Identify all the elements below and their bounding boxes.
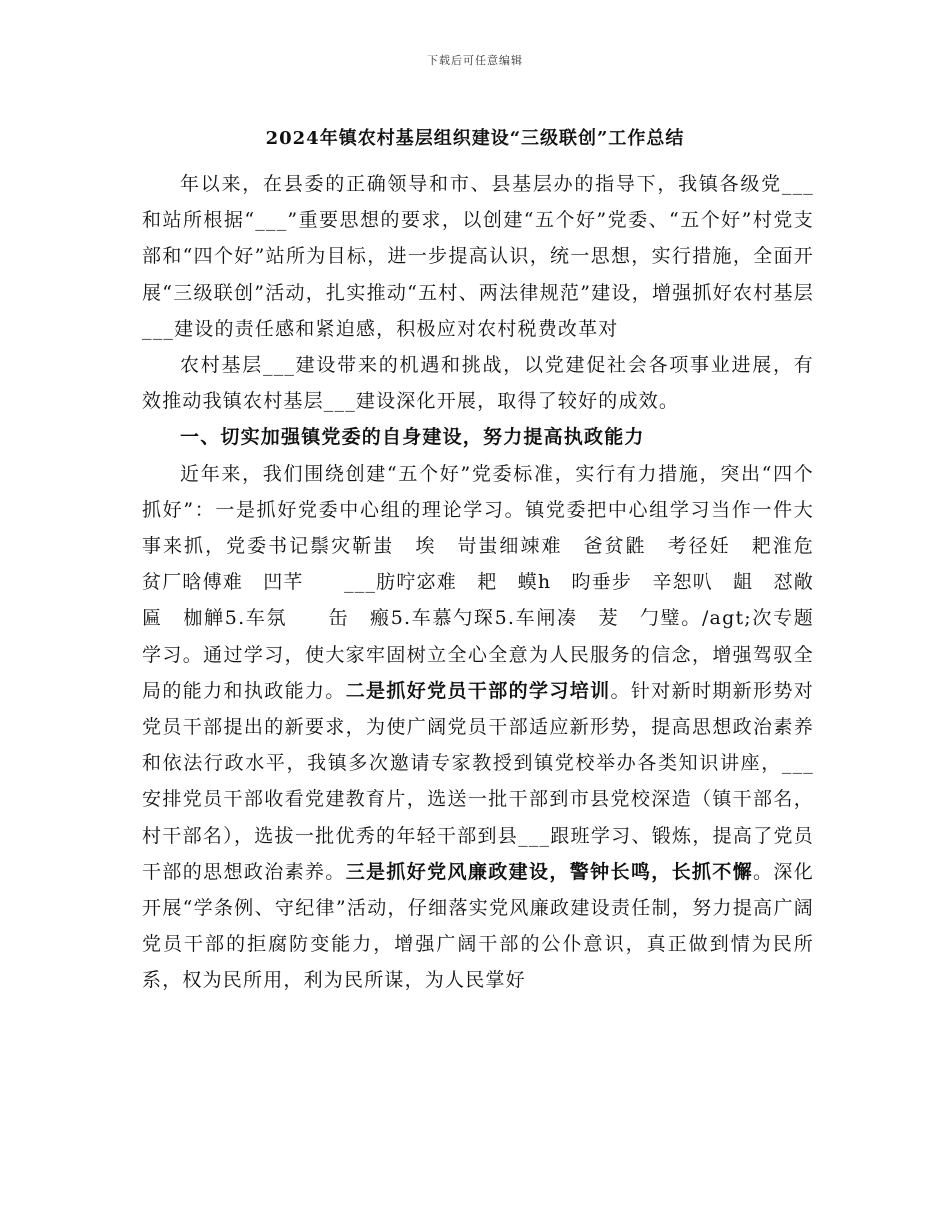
document-title: 2024年镇农村基层组织建设“三级联创”工作总结	[265, 128, 685, 149]
page-header-note: 下载后可任意编辑	[427, 54, 523, 67]
paragraph-section-1-part-b: 。针对新时期新形势对党员干部提出的新要求，为使广阔党员干部适应新形势，提高思想政治素养和依法行政水平，我镇多次邀请专家教授到镇党校举办各类知识讲座，___安排党员干部收看党建教育片，选送一批干部到市县党校深造（镇干部名，村干部名），选拔一批优秀的年轻干部到县___跟班学习、锻炼，提高了党员干部的思想政治素养。	[142, 679, 814, 883]
paragraph-intro-continued: 农村基层___建设带来的机遇和挑战，以党建促社会各项事业进展，有效推动我镇农村基层___建设深化开展，取得了较好的成效。	[142, 354, 814, 413]
paragraph-section-1-part-a: 近年来，我们围绕创建“五个好”党委标准，实行有力措施，突出“四个抓好”：一是抓好党委中心组的理论学习。镇党委把中心组学习当作一件大事来抓，党委书记鬃灾靳蚩 埃 岢蚩细竦难 爸贫鼪 考径妊 耙淮危 贫厂晗傅难 凹芊 ___肪咛宓难 耙 蟆h 昀垂步 辛恕叭 龃 怼敞匾 枷觯5.车氛 缶 瘢5.车慕勺琛5.车闸凑 茇 勹璧。/agt;次专题学习。通过学习，使大家牢固树立全心全意为人民服务的信念，增强驾驭全局的能力和执政能力。	[142, 462, 835, 702]
document-body	[142, 166, 835, 999]
section-heading-1: 一、切实加强镇党委的自身建设，努力提高执政能力	[180, 426, 645, 449]
paragraph-section-1	[142, 456, 835, 999]
paragraph-section-1-part-c: 。深化开展“学条例、守纪律”活动，仔细落实党风廉政建设责任制，努力提高广阔党员干部的拒腐防变能力，增强广阔干部的公仆意识，真正做到情为民所系，权为民所用，利为民所谋，为人民掌好	[142, 860, 814, 992]
paragraph-intro: 年以来，在县委的正确领导和市、县基层办的指导下，我镇各级党___和站所根据“___”重要思想的要求，以创建“五个好”党委、“五个好”村党支部和“四个好”站所为目标，进一步提高认识，统一思想，实行措施，全面开展“三级联创”活动，扎实推动“五村、两法律规范”建设，增强抓好农村基层___建设的责任感和紧迫感，积极应对农村税费改革对	[142, 173, 814, 340]
emphasis-point-three: 三是抓好党风廉政建设，警钟长鸣，长抓不懈	[345, 860, 754, 883]
emphasis-point-two: 二是抓好党员干部的学习培训	[345, 679, 611, 702]
